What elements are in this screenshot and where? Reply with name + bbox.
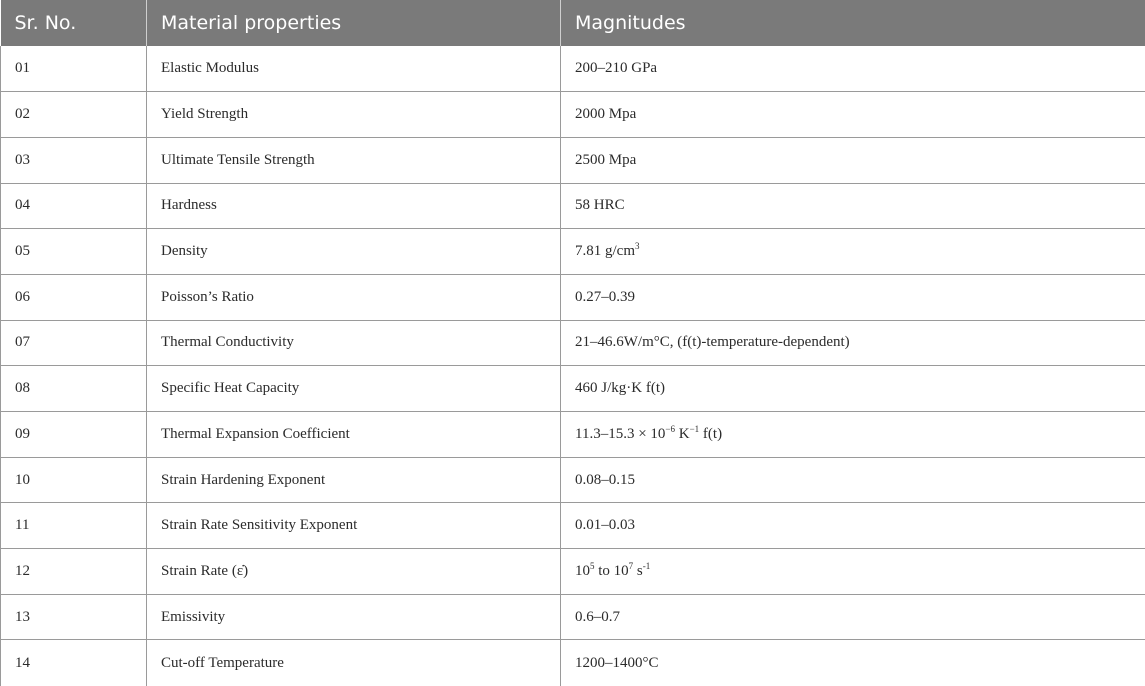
magnitude-cell: 1200–1400°C [561, 640, 1145, 686]
table-row [1, 274, 1145, 320]
magnitude-cell [561, 412, 1145, 458]
table-row [1, 46, 1145, 92]
property-cell: Poisson’s Ratio [147, 274, 561, 320]
property-cell: Thermal Conductivity [147, 320, 561, 366]
sr-no-cell: 11 [1, 503, 147, 549]
magnitude-cell: 2000 Mpa [561, 92, 1145, 138]
sr-no-cell: 05 [1, 229, 147, 275]
table-row [1, 640, 1145, 686]
table-row [1, 183, 1145, 229]
superscript: 7 [628, 560, 634, 571]
sr-no-cell: 01 [1, 46, 147, 92]
table-row [1, 412, 1145, 458]
superscript: 3 [635, 241, 640, 252]
table-row [1, 229, 1145, 275]
magnitude-cell: 0.6–0.7 [561, 594, 1145, 640]
sr-no-cell: 07 [1, 320, 147, 366]
property-cell: Density [147, 229, 561, 275]
magnitude-text: 7.81 g/cm [575, 243, 635, 260]
sr-no-cell: 14 [1, 640, 147, 686]
header-magnitudes: Magnitudes [561, 0, 1145, 46]
magnitude-text: f(t) [699, 425, 723, 442]
property-cell: Strain Hardening Exponent [147, 457, 561, 503]
property-cell: Elastic Modulus [147, 46, 561, 92]
property-cell: Cut-off Temperature [147, 640, 561, 686]
magnitude-cell: 0.08–0.15 [561, 457, 1145, 503]
sr-no-cell: 06 [1, 274, 147, 320]
header-material-properties: Material properties [147, 0, 561, 46]
sr-no-cell: 10 [1, 457, 147, 503]
header-sr-no: Sr. No. [1, 0, 147, 46]
magnitude-text: 11.3–15.3 × 10 [575, 425, 666, 442]
table-row [1, 320, 1145, 366]
magnitude-cell: 2500 Mpa [561, 137, 1145, 183]
magnitude-text: K [674, 425, 690, 442]
table-row [1, 594, 1145, 640]
property-cell: Ultimate Tensile Strength [147, 137, 561, 183]
magnitude-cell: 58 HRC [561, 183, 1145, 229]
magnitude-cell: 0.27–0.39 [561, 274, 1145, 320]
magnitude-cell [561, 229, 1145, 275]
magnitude-cell: 460 J/kg·K f(t) [561, 366, 1145, 412]
magnitude-cell: 0.01–0.03 [561, 503, 1145, 549]
superscript: -1 [642, 560, 651, 571]
table-row [1, 366, 1145, 412]
header-row [1, 0, 1145, 46]
property-cell: Strain Rate Sensitivity Exponent [147, 503, 561, 549]
sr-no-cell: 09 [1, 412, 147, 458]
property-cell: Emissivity [147, 594, 561, 640]
sr-no-cell: 03 [1, 137, 147, 183]
property-cell: Specific Heat Capacity [147, 366, 561, 412]
property-cell: Thermal Expansion Coefficient [147, 412, 561, 458]
table-row [1, 137, 1145, 183]
superscript: −1 [689, 423, 700, 434]
magnitude-cell: 21–46.6W/m°C, (f(t)-temperature-dependent) [561, 320, 1145, 366]
magnitude-text: to 10 [594, 562, 629, 579]
table-row [1, 549, 1145, 595]
superscript: −6 [665, 423, 675, 434]
table-row [1, 457, 1145, 503]
property-cell: Strain Rate (ε̇) [147, 549, 561, 595]
property-cell: Yield Strength [147, 92, 561, 138]
sr-no-cell: 13 [1, 594, 147, 640]
sr-no-cell: 08 [1, 366, 147, 412]
sr-no-cell: 02 [1, 92, 147, 138]
table-row [1, 92, 1145, 138]
sr-no-cell: 12 [1, 549, 147, 595]
magnitude-text: s [633, 562, 643, 579]
superscript: 5 [590, 560, 595, 571]
sr-no-cell: 04 [1, 183, 147, 229]
magnitude-cell [561, 549, 1145, 595]
magnitude-text: 10 [575, 562, 590, 579]
property-cell: Hardness [147, 183, 561, 229]
table-row [1, 503, 1145, 549]
magnitude-cell: 200–210 GPa [561, 46, 1145, 92]
